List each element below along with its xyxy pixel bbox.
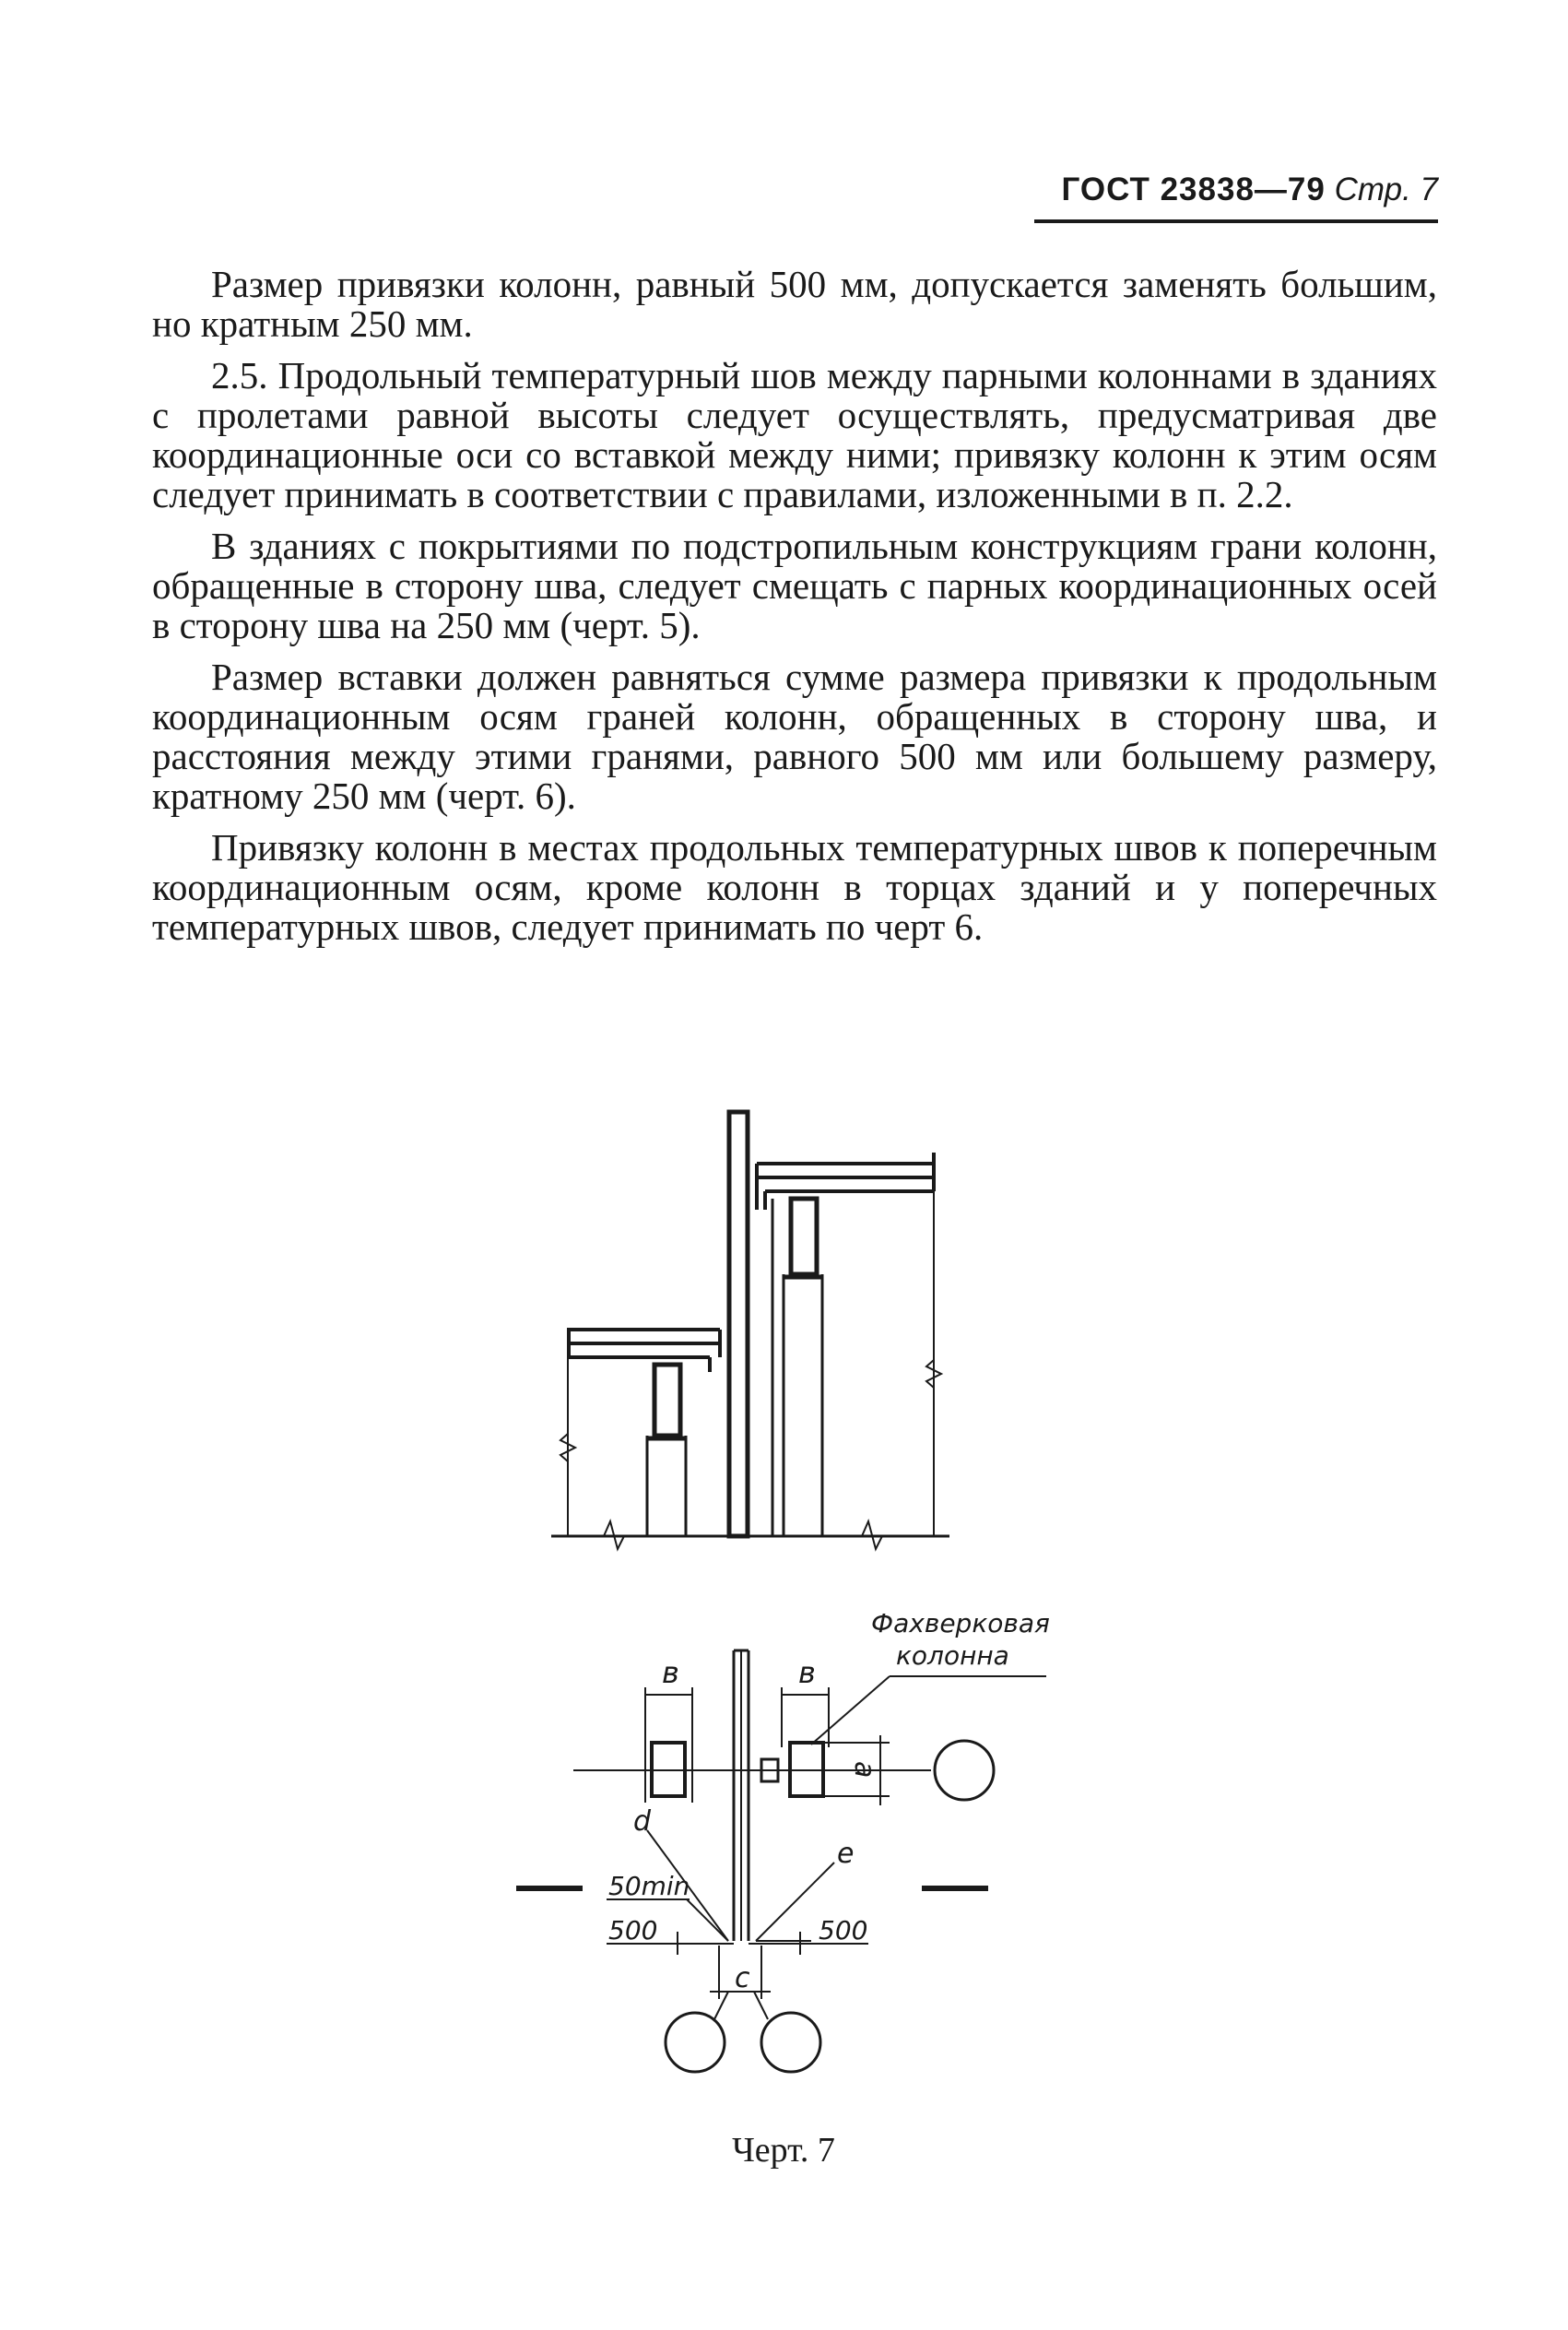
left-column xyxy=(647,1365,686,1536)
paragraph: В зданиях с покрытиями по подстропильным конструкциям грани колонн, обращенные в сторону шва, следует смещать с парных координационных осей в сторону шва на 250 мм (черт. 5). xyxy=(152,525,1437,646)
figure-caption: Черт. 7 xyxy=(732,2131,835,2170)
dim-500-left: 500 xyxy=(608,1915,658,1946)
paragraph: Размер вставки должен равняться сумме размера привязки к продольным координационным осям граней колонн, обращенных в сторону шва, и расстояния между этими гранями, равного 500 мм или большему размеру, кратному 250 мм (черт. 6). xyxy=(152,656,1437,817)
page-number: Стр. 7 xyxy=(1334,171,1438,207)
paragraph: Размер привязки колонн, равный 500 мм, допускается заменять большим, но кратным 250 мм. xyxy=(152,263,1437,345)
elevation-dimensions xyxy=(551,1191,949,1549)
elevation-view xyxy=(551,1112,949,1549)
standard-number: ГОСТ 23838—79 xyxy=(1061,171,1326,207)
dim-c: с xyxy=(735,1962,750,1994)
dim-e: е xyxy=(837,1838,855,1870)
dim-50min: 50min xyxy=(608,1871,690,1901)
left-roof xyxy=(569,1330,720,1372)
right-column xyxy=(772,1199,822,1536)
dim-b-left: в xyxy=(662,1655,679,1690)
dim-b-right: в xyxy=(798,1655,816,1690)
joint-wall xyxy=(729,1112,748,1536)
right-roof xyxy=(757,1153,934,1210)
dim-500-right: 500 xyxy=(819,1915,868,1946)
paragraph: 2.5. Продольный температурный шов между парными колоннами в зданиях с пролетами равной высоты следует осуществлять, предусматривая две координационные оси со вставкой между ними; привязку колонн к этим осям следует принимать в соответствии с правилами, изложенными в п. 2.2. xyxy=(152,354,1437,515)
label-fachwerk-line-2: колонна xyxy=(896,1640,1009,1671)
dim-a: а xyxy=(848,1761,880,1779)
label-fachwerk-line-1: Фахверковая xyxy=(871,1608,1050,1638)
dim-d: d xyxy=(633,1805,652,1838)
paragraph: Привязку колонн в местах продольных температурных швов к поперечным координационным осям, кроме колонн в торцах зданий и у поперечных температурных швов, следует принимать по черт 6. xyxy=(152,826,1437,948)
plan-view xyxy=(516,1650,1046,2072)
